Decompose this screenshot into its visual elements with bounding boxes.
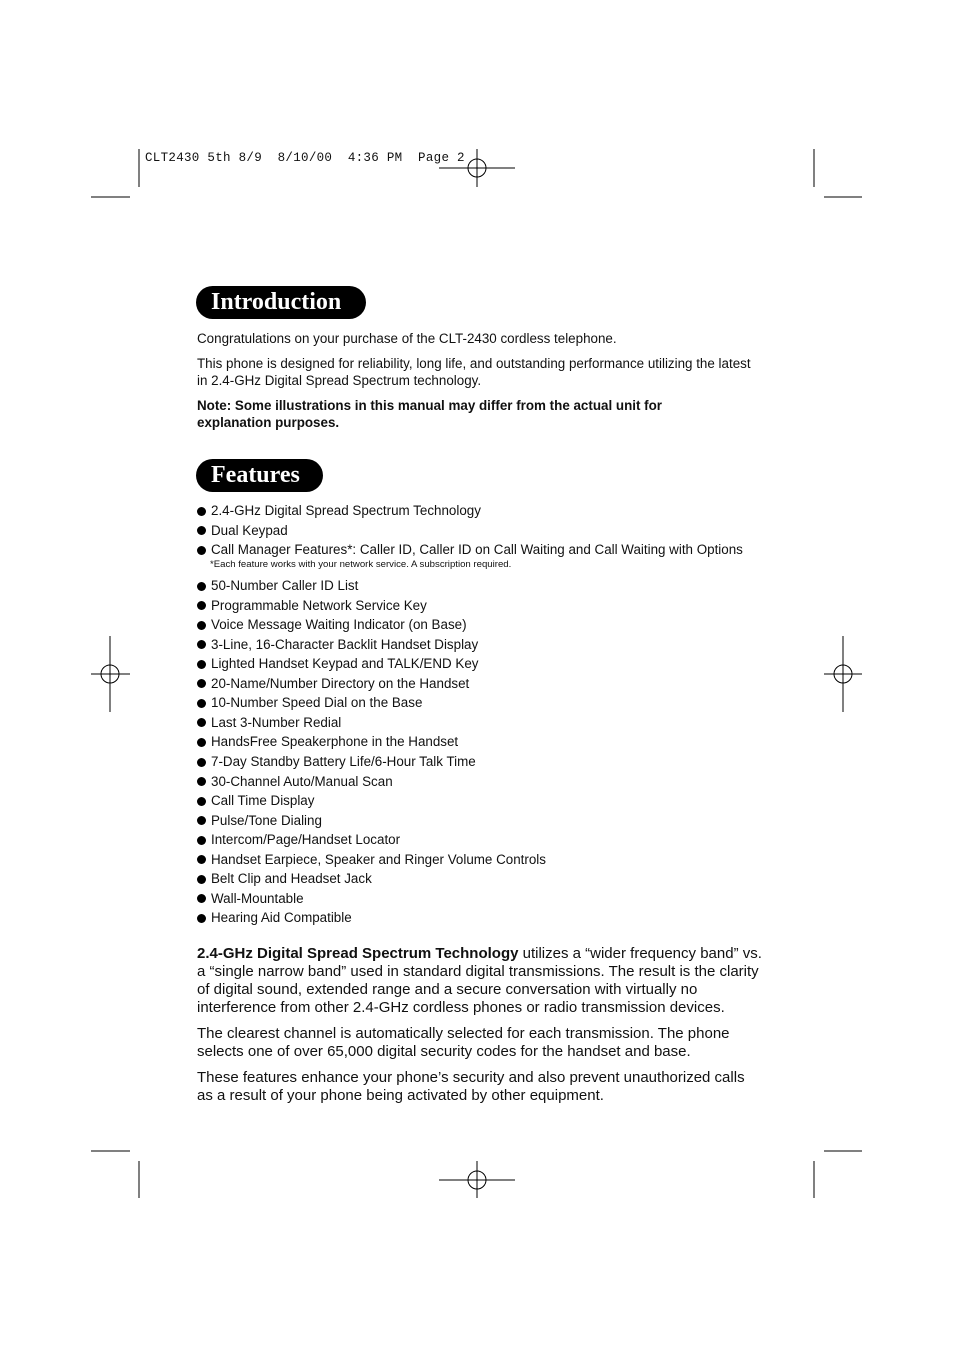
bullet-icon xyxy=(197,660,206,669)
bullet-icon xyxy=(197,718,206,727)
dsst-term: 2.4-GHz Digital Spread Spectrum Technology xyxy=(197,945,519,962)
intro-paragraph-1: Congratulations on your purchase of the CLT-2430 cordless telephone. xyxy=(197,331,617,346)
list-item: 2.4-GHz Digital Spread Spectrum Technology xyxy=(197,503,777,523)
list-item: Pulse/Tone Dialing xyxy=(197,813,777,833)
dsst-paragraph-3: These features enhance your phone’s security and also prevent unauthorized calls as a result of your phone being activated by other equipment. xyxy=(197,1069,745,1104)
list-item: Voice Message Waiting Indicator (on Base) xyxy=(197,617,777,637)
bullet-icon xyxy=(197,640,206,649)
list-item: 20-Name/Number Directory on the Handset xyxy=(197,676,777,696)
bullet-icon xyxy=(197,507,206,516)
intro-note: Note: Some illustrations in this manual may differ from the actual unit for explanation purposes. xyxy=(197,398,663,430)
list-item: Programmable Network Service Key xyxy=(197,598,777,618)
bullet-icon xyxy=(197,526,206,535)
list-item: HandsFree Speakerphone in the Handset xyxy=(197,734,777,754)
list-item: Handset Earpiece, Speaker and Ringer Volume Controls xyxy=(197,852,777,872)
bullet-icon xyxy=(197,816,206,825)
bullet-icon xyxy=(197,777,206,786)
list-item: 7-Day Standby Battery Life/6-Hour Talk Time xyxy=(197,754,777,774)
introduction-heading: Introduction xyxy=(196,286,366,319)
features-list xyxy=(197,503,777,930)
list-item: 3-Line, 16-Character Backlit Handset Display xyxy=(197,637,777,657)
list-item: Call Time Display xyxy=(197,793,777,813)
bullet-icon xyxy=(197,797,206,806)
features-heading: Features xyxy=(196,459,323,492)
feature-footnote: *Each feature works with your network service. A subscription required. xyxy=(210,559,512,571)
list-item: Dual Keypad xyxy=(197,523,777,543)
bullet-icon xyxy=(197,836,206,845)
list-item: Call Manager Features*: Caller ID, Caller ID on Call Waiting and Call Waiting with Options *Each feature works with your network service. A subscription required. xyxy=(197,542,777,578)
bullet-icon xyxy=(197,855,206,864)
bullet-icon xyxy=(197,894,206,903)
bullet-icon xyxy=(197,738,206,747)
bullet-icon xyxy=(197,914,206,923)
dsst-paragraph-2: The clearest channel is automatically selected for each transmission. The phone selects one of over 65,000 digital security codes for the handset and base. xyxy=(197,1025,730,1060)
dsst-paragraph-1 xyxy=(197,945,762,1017)
list-item: Lighted Handset Keypad and TALK/END Key xyxy=(197,656,777,676)
bullet-icon xyxy=(197,875,206,884)
list-item: 50-Number Caller ID List xyxy=(197,578,777,598)
list-item: Hearing Aid Compatible xyxy=(197,910,777,930)
dsst-paragraph-1-text: utilizes a “wider frequency band” vs. a “single narrow band” used in standard digital transmissions. The result is the clarity of digital sound, extended range and a secure conversation with virtually no interference from other 2.4-GHz cordless phones or radio transmission devices. xyxy=(197,945,762,1016)
list-item: Belt Clip and Headset Jack xyxy=(197,871,777,891)
bullet-icon xyxy=(197,582,206,591)
list-item: 10-Number Speed Dial on the Base xyxy=(197,695,777,715)
bullet-icon xyxy=(197,758,206,767)
bullet-icon xyxy=(197,601,206,610)
bullet-icon xyxy=(197,621,206,630)
list-item: 30-Channel Auto/Manual Scan xyxy=(197,774,777,794)
list-item: Last 3-Number Redial xyxy=(197,715,777,735)
intro-paragraph-2: This phone is designed for reliability, long life, and outstanding performance utilizing the latest in 2.4-GHz Digital Spread Spectrum technology. xyxy=(197,356,751,388)
bullet-icon xyxy=(197,699,206,708)
bullet-icon xyxy=(197,546,206,555)
list-item: Intercom/Page/Handset Locator xyxy=(197,832,777,852)
list-item: Wall-Mountable xyxy=(197,891,777,911)
print-slug: CLT2430 5th 8/9 8/10/00 4:36 PM Page 2 xyxy=(145,151,465,165)
bullet-icon xyxy=(197,679,206,688)
